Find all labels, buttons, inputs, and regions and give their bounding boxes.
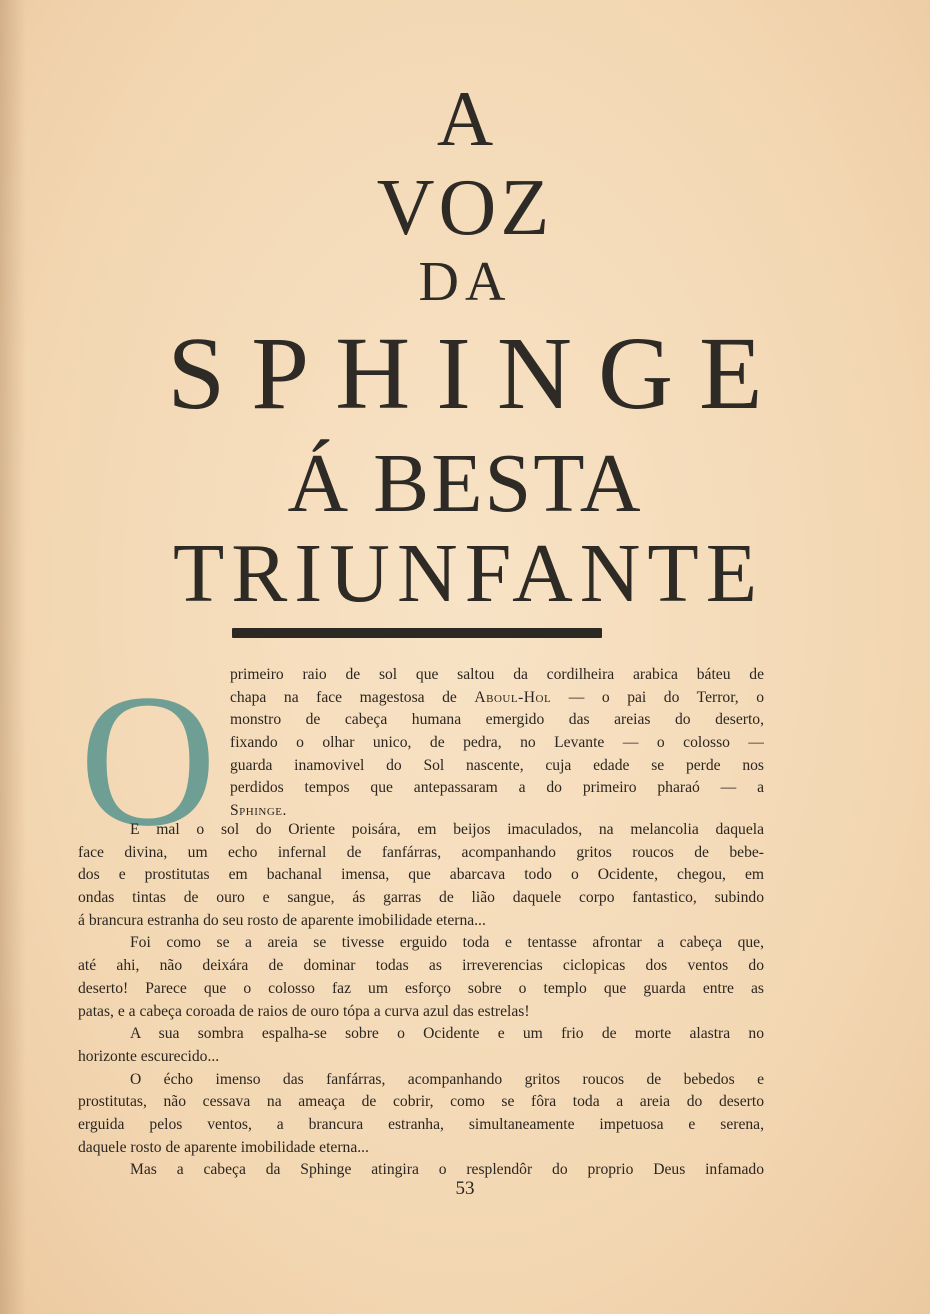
text-line: O écho imenso das fanfárras, acompanhando gritos roucos de bebedos e: [130, 1070, 764, 1088]
text-line: erguida pelos ventos, a brancura estranha, simultaneamente impetuosa e serena,: [78, 1115, 764, 1133]
text-line: [230, 687, 764, 710]
text-line: patas, e a cabeça coroada de raios de ouro tópa a curva azul das estrelas!: [78, 1002, 530, 1020]
title-line-da: DA: [418, 251, 512, 313]
intro-paragraph: [230, 664, 764, 823]
text-line: horizonte escurecido...: [78, 1047, 220, 1065]
text-line: dos e prostitutas em bachanal imensa, que abarcava todo o Ocidente, chegou, em: [78, 866, 764, 884]
text-line: E mal o sol do Oriente poisára, em beijos imaculados, na melancolia daquela: [130, 821, 764, 838]
page-number: 53: [455, 1178, 475, 1199]
name-small-caps: Aboul-Hol: [474, 688, 552, 706]
name-small-caps: Sphinge: [230, 802, 283, 820]
title-line-voz: VOZ: [376, 164, 554, 252]
text-line: Foi como se a areia se tivesse erguido toda e tentasse afrontar a cabeça que,: [130, 934, 764, 952]
title-line-a-besta: Á BESTA: [287, 437, 643, 530]
text-line: monstro de cabeça humana emergido das areias do deserto,: [230, 711, 764, 729]
text-line: primeiro raio de sol que saltou da cordilheira arabica báteu de: [230, 666, 764, 683]
text-line: A sua sombra espalha-se sobre o Ocidente e um frio de morte alastra no: [130, 1025, 764, 1043]
text-line: prostitutas, não cessava na ameaça de cobrir, como se fôra toda a areia do deserto: [78, 1093, 764, 1111]
text-fragment: chapa na face magestosa de: [230, 688, 475, 706]
title-line-a: A: [436, 75, 494, 162]
text-line: daquele rosto de aparente imobilidade eterna...: [78, 1138, 369, 1156]
title-line-triunfante: TRIUNFANTE: [172, 527, 765, 620]
drop-cap-letter: O: [79, 656, 217, 866]
text-fragment: .: [282, 802, 287, 820]
text-line: deserto! Parece que o colosso faz um esforço sobre o templo que guarda entre as: [78, 979, 764, 997]
text-line: fixando o olhar unico, de pedra, no Levante — o colosso —: [230, 734, 764, 752]
title-rule-divider: [232, 628, 602, 638]
text-line: ondas tintas de ouro e sangue, ás garras de lião daquele corpo fantastico, subindo: [78, 889, 764, 907]
body-text: [78, 819, 764, 1182]
text-line: guarda inamovivel do Sol nascente, cuja edade se perde nos: [230, 756, 764, 774]
text-line: Mas a cabeça da Sphinge atingira o resplendôr do proprio Deus infamado: [130, 1161, 764, 1179]
text-line: perdidos tempos que antepassaram a do primeiro pharaó — a: [230, 779, 764, 797]
text-line: á brancura estranha do seu rosto de aparente imobilidade eterna...: [78, 911, 486, 929]
text-fragment: — o pai do Terror, o: [551, 688, 764, 706]
text-line: face divina, um echo infernal de fanfárras, acompanhando gritos roucos de bebe-: [78, 843, 764, 861]
text-line: até ahi, não deixára de dominar todas as irreverencias ciclopicas dos ventos do: [78, 957, 764, 975]
title-line-sphinge: SPHINGE: [167, 316, 789, 431]
